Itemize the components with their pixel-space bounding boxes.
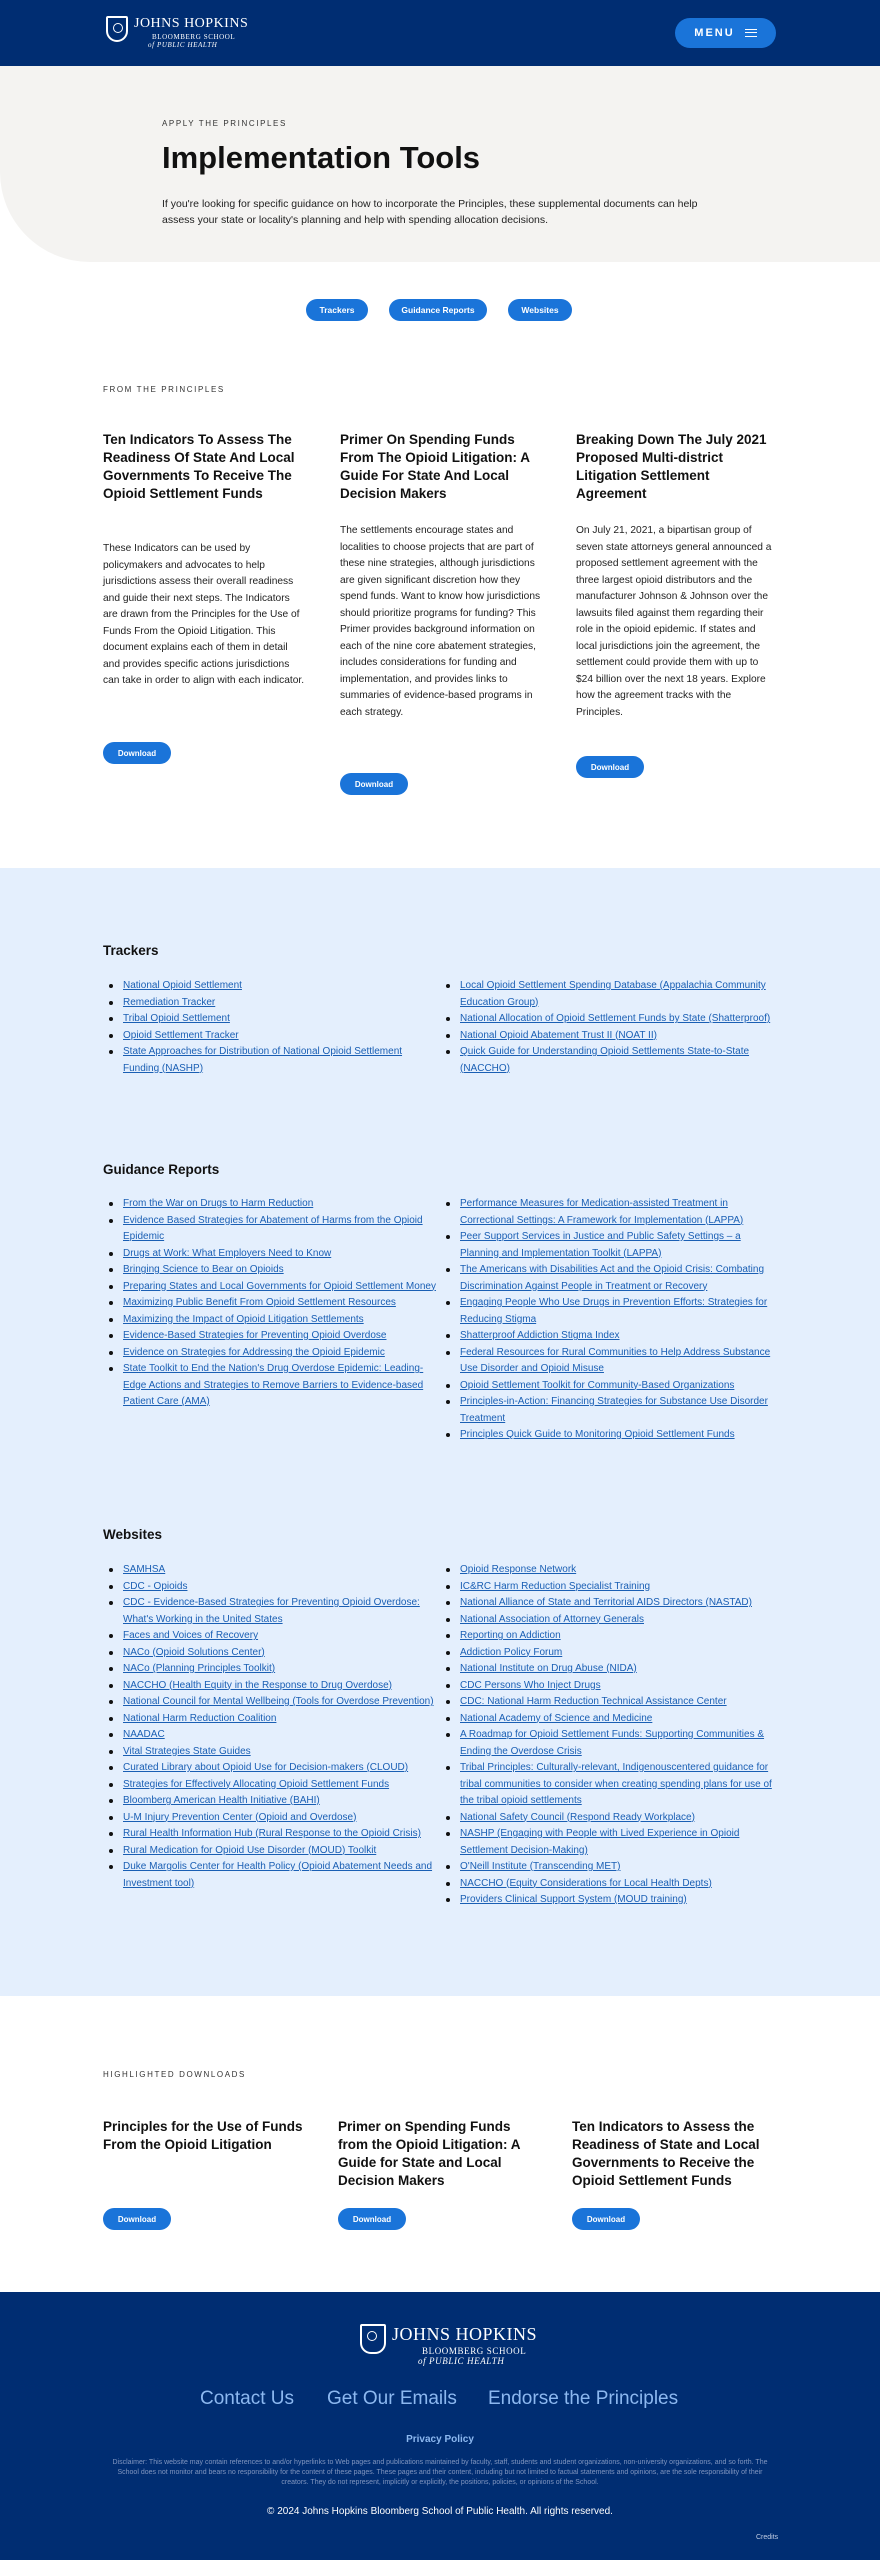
footer-copyright: © 2024 Johns Hopkins Bloomberg School of Public Health. All rights reserved.	[267, 2506, 613, 2517]
list-item[interactable]: National Opioid Settlement	[103, 978, 438, 995]
principles-eyebrow: FROM THE PRINCIPLES	[103, 385, 225, 394]
list-item[interactable]: Federal Resources for Rural Communities to Help Address Substance Use Disorder and Opioid Misuse	[440, 1345, 777, 1378]
hamburger-icon	[745, 29, 757, 37]
download-title: Primer on Spending Funds from the Opioid Litigation: A Guide for State and Local Decision Makers	[338, 2119, 520, 2188]
list-item[interactable]: Duke Margolis Center for Health Policy (Opioid Abatement Needs and Investment tool)	[103, 1859, 438, 1892]
list-item[interactable]: Principles Quick Guide to Monitoring Opioid Settlement Funds	[440, 1427, 777, 1444]
guidance-list-right	[440, 1196, 777, 1444]
list-item[interactable]: NAADAC	[103, 1727, 438, 1744]
list-item[interactable]: Evidence-Based Strategies for Preventing Opioid Overdose	[103, 1328, 438, 1345]
guidance-heading: Guidance Reports	[103, 1162, 220, 1177]
card-body: On July 21, 2021, a bipartisan group of seven state attorneys general announced a proposed settlement agreement with the three largest opioid distributors and the manufacturer Johnson & Johnson over the lawsuits filed against them regarding their role in the opioid epidemic. If states and local jurisdictions join the agreement, the settlement could provide them with up to $24 billion over the next 18 years. Explore how the agreement tracks with the Principles.	[576, 525, 772, 718]
list-item[interactable]: Rural Health Information Hub (Rural Response to the Opioid Crisis)	[103, 1826, 438, 1843]
hero-eyebrow: APPLY THE PRINCIPLES	[162, 119, 287, 128]
logo-line3: of PUBLIC HEALTH	[418, 2356, 505, 2366]
shield-icon	[106, 16, 128, 42]
list-item[interactable]: Peer Support Services in Justice and Public Safety Settings – a Planning and Implementation Toolkit (LAPPA)	[440, 1229, 777, 1262]
websites-list-right	[440, 1562, 777, 1909]
list-item[interactable]: CDC - Evidence-Based Strategies for Preventing Opioid Overdose: What's Working in the United States	[103, 1595, 438, 1628]
list-item[interactable]: State Toolkit to End the Nation's Drug Overdose Epidemic: Leading-Edge Actions and Strategies to Remove Barriers to Evidence-based Patient Care (AMA)	[103, 1361, 438, 1411]
list-item[interactable]: NASHP (Engaging with People with Lived Experience in Opioid Settlement Decision-Making)	[440, 1826, 777, 1859]
list-item[interactable]: Drugs at Work: What Employers Need to Know	[103, 1246, 438, 1263]
list-item[interactable]: Opioid Settlement Toolkit for Community-Based Organizations	[440, 1378, 777, 1395]
list-item[interactable]: SAMHSA	[103, 1562, 438, 1579]
logo-line2: BLOOMBERG SCHOOL	[152, 33, 236, 41]
list-item[interactable]: Performance Measures for Medication-assisted Treatment in Correctional Settings: A Framework for Implementation (LAPPA)	[440, 1196, 777, 1229]
list-item[interactable]: National Harm Reduction Coalition	[103, 1711, 438, 1728]
footer-link-contact[interactable]: Contact Us	[200, 2388, 294, 2409]
list-item[interactable]: Tribal Opioid Settlement	[103, 1011, 438, 1028]
card-title: Ten Indicators To Assess The Readiness Of State And Local Governments To Receive The Opioid Settlement Funds	[103, 432, 295, 501]
list-item[interactable]: Preparing States and Local Governments for Opioid Settlement Money	[103, 1279, 438, 1296]
list-item[interactable]: U-M Injury Prevention Center (Opioid and Overdose)	[103, 1810, 438, 1827]
list-item[interactable]: State Approaches for Distribution of National Opioid Settlement Funding (NASHP)	[103, 1044, 438, 1077]
logo-line3: of PUBLIC HEALTH	[148, 41, 218, 49]
footer-link-emails[interactable]: Get Our Emails	[327, 2388, 457, 2409]
guidance-list-left	[103, 1196, 438, 1411]
list-item[interactable]: CDC Persons Who Inject Drugs	[440, 1678, 777, 1695]
pill-guidance-reports[interactable]: Guidance Reports	[389, 299, 487, 321]
site-header	[0, 0, 880, 66]
list-item[interactable]: Principles-in-Action: Financing Strategies for Substance Use Disorder Treatment	[440, 1394, 777, 1427]
card-body: The settlements encourage states and localities to choose projects that are part of these nine strategies, although jurisdictions are given significant discretion how they spend funds. Want to know how jurisdictions should prioritize programs for funding? This Primer provides background information on each of the nine core abatement strategies, includes considerations for funding and implementation, and provides links to summaries of evidence-based programs in each strategy.	[340, 525, 541, 718]
logo-line2: BLOOMBERG SCHOOL	[422, 2346, 527, 2356]
jhu-logo[interactable]	[106, 16, 248, 49]
list-item[interactable]: From the War on Drugs to Harm Reduction	[103, 1196, 438, 1213]
download-button[interactable]: Download	[572, 2208, 640, 2230]
page-title: Implementation Tools	[162, 140, 481, 175]
footer-link-endorse[interactable]: Endorse the Principles	[488, 2388, 679, 2409]
privacy-policy-link[interactable]: Privacy Policy	[406, 2434, 474, 2445]
list-item[interactable]: National Institute on Drug Abuse (NIDA)	[440, 1661, 777, 1678]
websites-heading: Websites	[103, 1527, 163, 1542]
trackers-heading: Trackers	[103, 943, 159, 958]
list-item[interactable]: Local Opioid Settlement Spending Database (Appalachia Community Education Group)	[440, 978, 777, 1011]
list-item[interactable]: CDC: National Harm Reduction Technical Assistance Center	[440, 1694, 777, 1711]
list-item[interactable]: Engaging People Who Use Drugs in Prevention Efforts: Strategies for Reducing Stigma	[440, 1295, 777, 1328]
list-item[interactable]: Curated Library about Opioid Use for Decision-makers (CLOUD)	[103, 1760, 438, 1777]
list-item[interactable]: CDC - Opioids	[103, 1579, 438, 1596]
menu-button[interactable]	[675, 18, 776, 48]
list-item[interactable]: Reporting on Addiction	[440, 1628, 777, 1645]
list-item[interactable]: NACCHO (Health Equity in the Response to Drug Overdose)	[103, 1678, 438, 1695]
downloads-eyebrow: HIGHLIGHTED DOWNLOADS	[103, 2070, 246, 2079]
pill-trackers[interactable]: Trackers	[306, 299, 368, 321]
list-item[interactable]: NACo (Opioid Solutions Center)	[103, 1645, 438, 1662]
list-item[interactable]: IC&RC Harm Reduction Specialist Training	[440, 1579, 777, 1596]
download-button[interactable]: Download	[338, 2208, 406, 2230]
list-item[interactable]: Evidence on Strategies for Addressing the Opioid Epidemic	[103, 1345, 438, 1362]
download-button[interactable]: Download	[103, 742, 171, 764]
list-item[interactable]: National Allocation of Opioid Settlement Funds by State (Shatterproof)	[440, 1011, 777, 1028]
download-button[interactable]: Download	[340, 773, 408, 795]
list-item[interactable]: Opioid Response Network	[440, 1562, 777, 1579]
list-item[interactable]: NACo (Planning Principles Toolkit)	[103, 1661, 438, 1678]
card-title: Primer On Spending Funds From The Opioid Litigation: A Guide For State And Local Decision Makers	[340, 432, 530, 501]
pill-websites[interactable]: Websites	[508, 299, 572, 321]
shield-icon	[360, 2324, 386, 2354]
list-item[interactable]: Faces and Voices of Recovery	[103, 1628, 438, 1645]
list-item[interactable]: National Alliance of State and Territorial AIDS Directors (NASTAD)	[440, 1595, 777, 1612]
card-body: These Indicators can be used by policymakers and advocates to help jurisdictions assess their overall readiness and guide their next steps. The Indicators are drawn from the Principles for the Use of Funds From the Opioid Litigation. This document explains each of them in detail and provides specific actions jurisdictions can take in order to align with each indicator.	[103, 543, 305, 686]
list-item[interactable]: National Safety Council (Respond Ready Workplace)	[440, 1810, 777, 1827]
trackers-list-right	[440, 978, 777, 1077]
footer-jhu-logo[interactable]	[360, 2324, 537, 2366]
list-item[interactable]: Addiction Policy Forum	[440, 1645, 777, 1662]
list-item[interactable]: Bringing Science to Bear on Opioids	[103, 1262, 438, 1279]
list-item[interactable]: National Council for Mental Wellbeing (Tools for Overdose Prevention)	[103, 1694, 438, 1711]
list-item[interactable]: Bloomberg American Health Initiative (BAHI)	[103, 1793, 438, 1810]
download-title: Ten Indicators to Assess the Readiness of State and Local Governments to Receive the Opioid Settlement Funds	[572, 2119, 760, 2188]
list-item[interactable]: The Americans with Disabilities Act and the Opioid Crisis: Combating Discrimination Against People in Treatment or Recovery	[440, 1262, 777, 1295]
list-item[interactable]: NACCHO (Equity Considerations for Local Health Depts)	[440, 1876, 777, 1893]
list-item[interactable]: National Association of Attorney Generals	[440, 1612, 777, 1629]
download-button[interactable]: Download	[576, 756, 644, 778]
list-item[interactable]: A Roadmap for Opioid Settlement Funds: Supporting Communities & Ending the Overdose Crisis	[440, 1727, 777, 1760]
trackers-list-left	[103, 978, 438, 1077]
site-footer	[0, 2292, 880, 2560]
list-item[interactable]: National Academy of Science and Medicine	[440, 1711, 777, 1728]
logo-line1: JOHNS HOPKINS	[134, 16, 249, 31]
websites-list-left	[103, 1562, 438, 1892]
list-item[interactable]: Tribal Principles: Culturally-relevant, Indigenouscentered guidance for tribal communities to consider when creating spending plans for use of the tribal opioid settlements	[440, 1760, 777, 1810]
download-title: Principles for the Use of Funds From the Opioid Litigation	[103, 2119, 303, 2152]
list-item[interactable]: Evidence Based Strategies for Abatement of Harms from the Opioid Epidemic	[103, 1213, 438, 1246]
hero-description: If you're looking for specific guidance on how to incorporate the Principles, these supplemental documents can help assess your state or locality's planning and help with spending allocation decisions.	[162, 198, 698, 226]
download-button[interactable]: Download	[103, 2208, 171, 2230]
list-item[interactable]: Strategies for Effectively Allocating Opioid Settlement Funds	[103, 1777, 438, 1794]
card-title: Breaking Down The July 2021 Proposed Multi-district Litigation Settlement Agreement	[576, 432, 767, 501]
list-item[interactable]: Remediation Tracker	[103, 995, 438, 1012]
list-item[interactable]: Vital Strategies State Guides	[103, 1744, 438, 1761]
footer-disclaimer: Disclaimer: This website may contain references to and/or hyperlinks to Web pages and publications maintained by faculty, staff, students and student organizations, non-university organizations, and so forth. The School does not monitor and bears no responsibility for the content of these pages. These pages and their content, including but not limited to factual statements and opinions, are the sole responsibility of their creators. They do not represent, implicitly or explicitly, the positions, policies, or opinions of the School.	[112, 2459, 768, 2486]
menu-label: MENU	[694, 27, 735, 39]
list-item[interactable]: Maximizing Public Benefit From Opioid Settlement Resources	[103, 1295, 438, 1312]
list-item[interactable]: Quick Guide for Understanding Opioid Settlements State-to-State (NACCHO)	[440, 1044, 777, 1077]
list-item[interactable]: Rural Medication for Opioid Use Disorder (MOUD) Toolkit	[103, 1843, 438, 1860]
list-item[interactable]: Opioid Settlement Tracker	[103, 1028, 438, 1045]
list-item[interactable]: Shatterproof Addiction Stigma Index	[440, 1328, 777, 1345]
logo-line1: JOHNS HOPKINS	[392, 2324, 538, 2344]
footer-credits-link[interactable]: Credits	[756, 2534, 779, 2541]
list-item[interactable]: Maximizing the Impact of Opioid Litigation Settlements	[103, 1312, 438, 1329]
list-item[interactable]: O'Neill Institute (Transcending MET)	[440, 1859, 777, 1876]
list-item[interactable]: Providers Clinical Support System (MOUD training)	[440, 1892, 777, 1909]
list-item[interactable]: National Opioid Abatement Trust II (NOAT II)	[440, 1028, 777, 1045]
